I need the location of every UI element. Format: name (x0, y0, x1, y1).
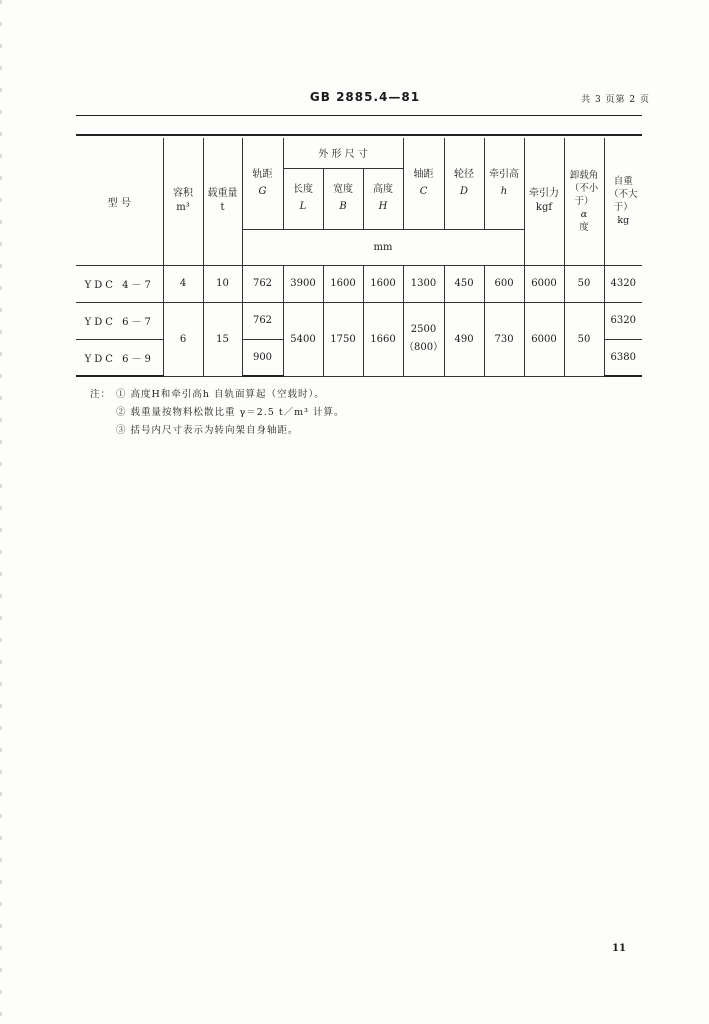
table-row: YDC 6－7 6 15 762 5400 1750 1660 2500 （800） 490 730 6000 50 6320 (76, 302, 642, 339)
hdr-gauge: 轨距 G (242, 138, 283, 229)
hdr-outer-dims: 外 形 尺 寸 (283, 138, 403, 168)
hdr-tow-force: 牵引力 kgf (524, 138, 564, 265)
note-3: ③ 括号内尺寸表示为转向架自身轴距。 (116, 425, 299, 436)
note-2: ② 载重量按物料松散比重 γ＝2.5 t／m³ 计算。 (116, 407, 345, 418)
header-rule (76, 115, 642, 116)
hdr-volume: 容积 m³ (163, 138, 203, 265)
note-1: 注： ① 高度H和牵引高h 自轨面算起（空载时）。 (90, 389, 325, 400)
hdr-mm-unit: mm (242, 229, 524, 265)
hdr-self-weight: 自重 （不大 于） kg (604, 138, 642, 265)
table-row: YDC 6－9 900 6380 (76, 339, 642, 376)
cell-wheelbase-6: 2500 （800） (403, 302, 444, 376)
table-row: YDC 4－7 4 10 762 3900 1600 1600 1300 450 600 6000 50 4320 (76, 265, 642, 302)
hdr-width: 宽度 B (323, 168, 363, 229)
hdr-wheel-dia: 轮径 D (444, 138, 484, 229)
hdr-tow-height: 牵引高 h (484, 138, 524, 229)
hdr-load: 载重量 t (203, 138, 242, 265)
standard-number: GB 2885.4—81 (309, 90, 421, 104)
hdr-unload-angle: 卸载角 （不小 于） α 度 (564, 138, 604, 265)
hdr-height: 高度 H (363, 168, 403, 229)
page-number: 11 (612, 943, 626, 954)
hdr-wheelbase: 轴距 C (403, 138, 444, 229)
spec-table (76, 138, 642, 377)
page-info: 共 3 页第 2 页 (581, 95, 650, 105)
hdr-length: 长度 L (283, 168, 323, 229)
hdr-model: 型 号 (76, 138, 163, 265)
scan-edge-marks (0, 0, 2, 1024)
table-top-rule (76, 134, 642, 136)
